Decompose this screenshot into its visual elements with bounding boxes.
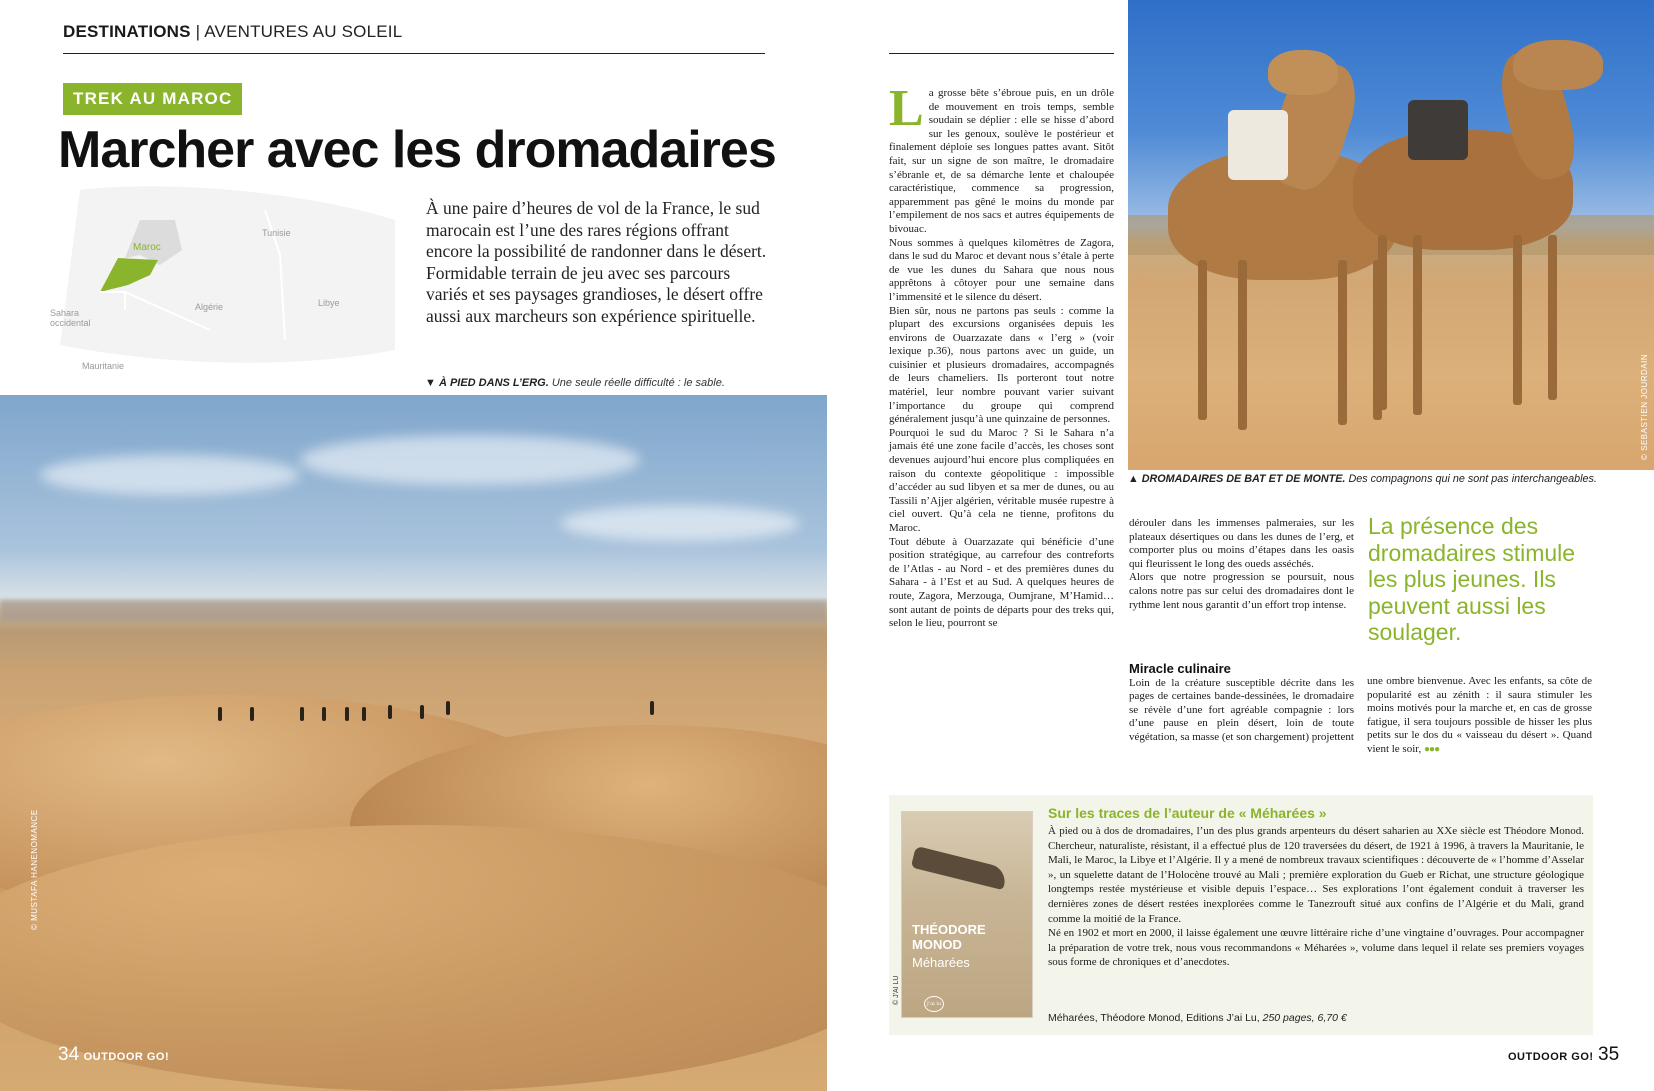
map-label-libya: Libye: [318, 298, 340, 308]
map-label-tunisia: Tunisie: [262, 228, 291, 238]
book-cover-figure: [911, 846, 1009, 890]
photo-caption-dunes: [425, 377, 725, 389]
body-paragraph: Loin de la créature susceptible décrite dans les pages de certaines bande-dessinées, le dromadaire se révèle d’une fort agréable compagnie : lors d’une pause en plein désert, loin de toute végétation, sa masse (et son chargement) projettent: [1129, 676, 1354, 743]
kicker-tag: TREK AU MAROC: [63, 83, 242, 115]
body-paragraph: Nous sommes à quelques kilomètres de Zagora, dans le sud du Maroc et devant nous s’étale à perte de vue les dunes du Sahara que nous nous apprêtons à côtoyer pour une semaine dans l’immensité et le silence du désert.: [889, 236, 1114, 303]
body-paragraph: Pourquoi le sud du Maroc ? Si le Sahara n’a jamais été une zone facile d’accès, les choses sont devenues aujourd’hui encore plus compliquées en raison du contexte géopolitique : impossible d’accéder au sud libyen et sa mer de dunes, ou au Tassili n’Ajjer algérien, véritable musée rupestre à ciel ouvert. Qu’à cela ne tienne, profitons du Maroc.: [889, 426, 1114, 534]
publisher-logo-icon: J'ai lu: [924, 996, 944, 1012]
caption-arrow-down-icon: ▼: [425, 377, 436, 389]
map-label-western-sahara: Sahara occidental: [50, 308, 91, 328]
book-cover: [902, 812, 1032, 1017]
body-paragraph: Alors que notre progression se poursuit, nous calons notre pas sur celui des dromadaires dont le rythme lent nous garantit d’un effort trop intense.: [1129, 571, 1354, 611]
section-label: DESTINATIONS: [63, 22, 191, 41]
drop-cap: L: [889, 80, 924, 137]
map-graphic: [40, 180, 400, 380]
page-number-right: 35: [1598, 1044, 1620, 1065]
photo-credit-left: © MUSTAFA HANENOMANCE: [30, 809, 39, 930]
body-paragraph: a grosse bête s’ébroue puis, en un drôle de mouvement en trois temps, semble soudain se déplier : elle se hisse d’abord sur les genoux, soulève le postérieur et finalement déploie ses longues pattes avant. Sitôt fait, sur un signe de son maître, le dromadaire s’ébranle et, de sa démarche lente et chaloupée caractéristique, commence sa progression, apparemment pas gêné le moins du monde par l’empilement de nos sacs et autres équipements de bivouac.: [889, 87, 1114, 235]
sidebar-title: Sur les traces de l’auteur de « Méharées »: [1048, 805, 1327, 821]
map-label-morocco: Maroc: [133, 242, 161, 253]
body-column-2-section: [1129, 662, 1354, 745]
header-rule-left: [63, 53, 765, 54]
separator: |: [195, 22, 201, 41]
locator-map: [40, 180, 400, 380]
body-column-2: [1129, 517, 1354, 612]
page-number-left: 34: [58, 1044, 80, 1065]
map-label-algeria: Algérie: [195, 302, 224, 312]
intro-paragraph: À une paire d’heures de vol de la France, le sud marocain est l’une des rares régions offrant encore la possibilité de randonner dans le désert. Formidable terrain de jeu avec ses parcours variés et ses paysages grandioses, le désert offre aussi aux marcheurs son expérience spirituelle.: [426, 198, 767, 326]
book-cover-author: [912, 922, 986, 952]
book-reference: [1048, 1012, 1347, 1024]
body-paragraph: une ombre bienvenue. Avec les enfants, sa côte de popularité est au zénith : il saura stimuler les moins motivés pour la marche et, en cas de grosse fatigue, il sera toujours possible de hisser les plus petits sur le dos du « vaisseau du désert ». Quand vient le soir,: [1367, 675, 1592, 755]
photo-credit-right: © SEBASTIEN JOURDAIN: [1640, 353, 1649, 460]
header-rule-right: [889, 53, 1114, 54]
body-paragraph: dérouler dans les immenses palmeraies, sur les plateaux désertiques ou dans les dunes de l’erg, et comporter plus ou moins d’étapes dans les oasis qui fleurissent le long des oueds asséchés.: [1129, 517, 1354, 570]
folio-right: [1508, 1044, 1619, 1066]
body-paragraph: Tout débute à Ouarzazate qui bénéficie d’une position stratégique, au carrefour des contreforts de l’Atlas - au Nord - et des premières dunes du Sahara - à l’Est et au Sud. A quelques heures de route, Zagora, Merzouga, Oumjrane, M’Hamid… sont autant de points de départs pour des treks qui, selon le lieu, pourront se: [889, 535, 1114, 630]
caption-title: DROMADAIRES DE BAT ET DE MONTE.: [1141, 473, 1346, 485]
page-title: Marcher avec les dromadaires: [58, 121, 776, 179]
body-column-1: [889, 80, 1114, 631]
sidebar-paragraph: Né en 1902 et mort en 2000, il laisse également une œuvre littéraire riche d’une vingtaine d’ouvrages. Pour accompagner la préparation de votre trek, nous vous recommandons « Méharées », volume dans lequel il relate ses premiers voyages sous forme de chroniques et d’anecdotes.: [1048, 927, 1584, 969]
map-label-mauritania: Mauritanie: [82, 361, 125, 371]
photo-caption-camels: [1128, 473, 1597, 485]
desert-photo: [0, 395, 827, 1091]
pull-quote: La présence des dromadaires stimule les plus jeunes. Ils peuvent aussi les soulager.: [1368, 513, 1576, 645]
running-head: [63, 22, 402, 42]
caption-text: Des compagnons qui ne sont pas interchangeables.: [1348, 473, 1597, 485]
body-column-3: [1367, 675, 1592, 757]
magazine-name-right: OUTDOOR GO!: [1508, 1051, 1594, 1063]
book-ref-details: 250 pages, 6,70 €: [1262, 1012, 1347, 1024]
caption-text: Une seule réelle difficulté : le sable.: [551, 377, 725, 389]
folio-left: [58, 1044, 169, 1066]
camels-photo: [1128, 0, 1654, 470]
caption-title: À PIED DANS L’ERG.: [438, 377, 549, 389]
magazine-name-left: OUTDOOR GO!: [83, 1051, 170, 1063]
book-ref-publisher: , Théodore Monod, Editions J’ai Lu,: [1094, 1012, 1263, 1024]
sidebar-paragraph: À pied ou à dos de dromadaires, l’un des plus grands arpenteurs du désert saharien au XXe siècle est Théodore Monod. Chercheur, naturaliste, résistant, il a effectué plus de 120 traversées du désert, de 1921 à 1996, à travers la Mauritanie, le Mali, le Maroc, la Libye et l’Algérie. Il y a mené de nombreux travaux scientifiques : découverte de « l’homme d’Asselar », un squelette datant de l’Holocène trouvé au Mali ; première exploration du Gueb er Richat, une structure géologique longtemps restée mystérieuse et visible depuis l’espace… Ses explorations l’ont également conduit à traverser les dernières zones de désert restées inexplorées comme le Tanezrouft situé aux confins de l’Algérie et du Mali, grand comme la moitié de la France.: [1048, 825, 1584, 925]
book-credit: © J'AI LU: [893, 975, 900, 1005]
book-author-line1: THÉODORE: [912, 922, 986, 937]
sidebar-body: [1048, 824, 1584, 970]
continued-marker-icon: ●●●: [1424, 743, 1440, 755]
caption-arrow-up-icon: ▲: [1128, 473, 1139, 485]
body-paragraph: Bien sûr, nous ne partons pas seuls : comme la plupart des excursions organisées depuis les environs de Ouarzazate dans « l’erg » (voir lexique p.36), nous partons avec un guide, un cuisinier et plusieurs dromadaires, accompagnés de leurs chameliers. Ils porteront tout notre matériel, leur nombre pouvant varier suivant l’importance du groupe qui comprend généralement jusqu’à une quinzaine de personnes.: [889, 304, 1114, 426]
subsection-label: AVENTURES AU SOLEIL: [204, 22, 403, 41]
book-author-line2: MONOD: [912, 937, 962, 952]
book-ref-title: Méharées: [1048, 1012, 1095, 1024]
book-cover-title: Méharées: [912, 955, 970, 970]
subheading: Miracle culinaire: [1129, 661, 1231, 676]
